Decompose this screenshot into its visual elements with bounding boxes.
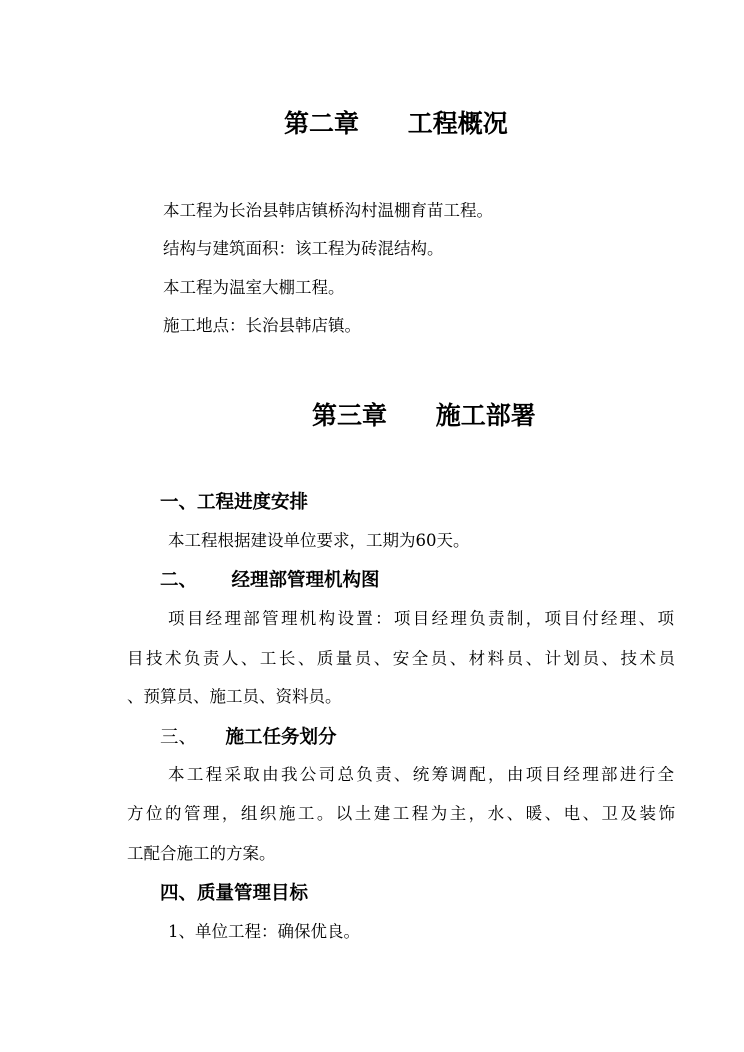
- section-2-paragraph-line-2: 目技术负责人、工长、质量员、安全员、材料员、计划员、技术员: [127, 649, 675, 668]
- section-4-item-1: 1、单位工程：确保优良。: [168, 922, 360, 941]
- section-3-heading: [160, 729, 336, 748]
- section-4-heading: 四、质量管理目标: [160, 883, 309, 904]
- chapter-3-title: 施工部署: [435, 401, 536, 430]
- section-1-heading: 一、工程进度安排: [160, 492, 309, 513]
- section-3-paragraph-line-2: 方位的管理，组织施工。以土建工程为主，水、暖、电、卫及装饰: [127, 804, 675, 823]
- section-2-number: 二、: [160, 570, 198, 591]
- section-3-paragraph-line-1: 本工程采取由我公司总负责、统筹调配，由项目经理部进行全: [168, 765, 674, 784]
- section-2-paragraph-line-1: 项目经理部管理机构设置：项目经理负责制，项目付经理、项: [168, 609, 674, 628]
- section-2-title: 经理部管理机构图: [231, 570, 380, 591]
- chapter-3-number: 第三章: [312, 401, 388, 430]
- section-3-title: 施工任务划分: [225, 727, 337, 748]
- section-3-number: 三、: [160, 727, 198, 748]
- section-2-paragraph-line-3: 、预算员、施工员、资料员。: [127, 687, 342, 706]
- overview-line-2: 结构与建筑面积：该工程为砖混结构。: [163, 239, 444, 258]
- section-3-paragraph-line-3: 工配合施工的方案。: [127, 844, 276, 863]
- chapter-2-heading: [284, 111, 508, 136]
- section-1-text: 本工程根据建设单位要求，工期为60天。: [168, 531, 470, 550]
- chapter-2-title: 工程概况: [407, 109, 508, 138]
- overview-line-1: 本工程为长治县韩店镇桥沟村温棚育苗工程。: [163, 201, 493, 220]
- chapter-3-heading: [312, 403, 536, 428]
- section-2-heading: [160, 572, 379, 591]
- overview-line-3: 本工程为温室大棚工程。: [163, 278, 345, 297]
- chapter-2-number: 第二章: [284, 109, 360, 138]
- overview-line-4: 施工地点：长治县韩店镇。: [163, 316, 361, 335]
